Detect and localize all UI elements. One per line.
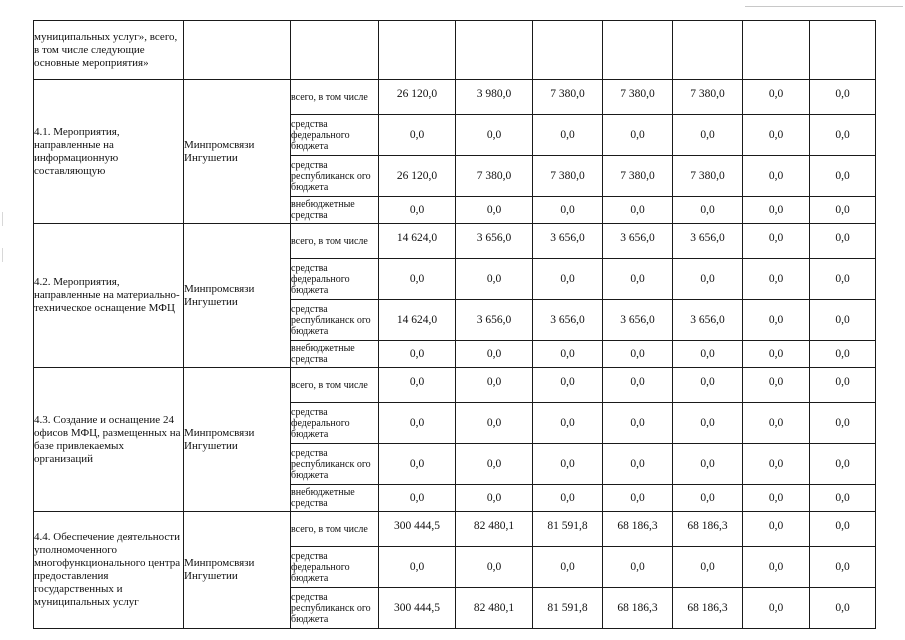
value-cell: 0,0: [810, 368, 876, 403]
value-cell: 0,0: [673, 547, 743, 588]
funding-source-cell: средства федерального бюджета: [291, 259, 379, 300]
value-cell: [379, 21, 456, 80]
value-cell: 300 444,5: [379, 588, 456, 629]
page-edge-line: [745, 6, 903, 7]
measure-name-cell: 4.1. Мероприятия, направленные на информационную составляющую: [34, 80, 184, 224]
value-cell: 0,0: [673, 444, 743, 485]
value-cell: 68 186,3: [673, 588, 743, 629]
funding-source-cell: всего, в том числе: [291, 80, 379, 115]
funding-source-cell: внебюджетные средства: [291, 341, 379, 368]
value-cell: 0,0: [743, 197, 810, 224]
value-cell: 68 186,3: [603, 588, 673, 629]
value-cell: 0,0: [743, 403, 810, 444]
value-cell: 0,0: [603, 341, 673, 368]
value-cell: 0,0: [603, 368, 673, 403]
value-cell: 0,0: [379, 115, 456, 156]
value-cell: 0,0: [456, 259, 533, 300]
value-cell: 3 980,0: [456, 80, 533, 115]
value-cell: 0,0: [379, 197, 456, 224]
funding-source-cell: средства республиканск ого бюджета: [291, 300, 379, 341]
value-cell: 3 656,0: [603, 300, 673, 341]
value-cell: 0,0: [456, 485, 533, 512]
value-cell: 7 380,0: [456, 156, 533, 197]
value-cell: 68 186,3: [603, 512, 673, 547]
value-cell: 3 656,0: [533, 224, 603, 259]
value-cell: 0,0: [456, 368, 533, 403]
value-cell: 0,0: [743, 224, 810, 259]
value-cell: 0,0: [743, 80, 810, 115]
value-cell: 0,0: [379, 485, 456, 512]
value-cell: 0,0: [810, 259, 876, 300]
measure-name-cell: 4.2. Мероприятия, направленные на материально-техническое оснащение МФЦ: [34, 224, 184, 368]
value-cell: 0,0: [673, 485, 743, 512]
value-cell: 0,0: [810, 156, 876, 197]
value-cell: 0,0: [379, 341, 456, 368]
value-cell: 0,0: [673, 403, 743, 444]
value-cell: 7 380,0: [673, 156, 743, 197]
table-row: [34, 512, 876, 547]
table-row: [34, 368, 876, 403]
value-cell: 0,0: [533, 444, 603, 485]
value-cell: 26 120,0: [379, 156, 456, 197]
value-cell: 0,0: [533, 485, 603, 512]
value-cell: 7 380,0: [673, 80, 743, 115]
value-cell: 0,0: [810, 588, 876, 629]
value-cell: 0,0: [743, 300, 810, 341]
value-cell: [533, 21, 603, 80]
budget-table: [33, 20, 876, 629]
value-cell: 0,0: [743, 512, 810, 547]
value-cell: 0,0: [533, 115, 603, 156]
value-cell: 0,0: [810, 403, 876, 444]
value-cell: 0,0: [379, 547, 456, 588]
value-cell: 0,0: [379, 259, 456, 300]
executor-cell: Минпромсвязи Ингушетии: [184, 512, 291, 629]
funding-source-cell: внебюджетные средства: [291, 485, 379, 512]
funding-source-cell: средства республиканск ого бюджета: [291, 588, 379, 629]
value-cell: [810, 21, 876, 80]
value-cell: 7 380,0: [533, 156, 603, 197]
value-cell: 0,0: [456, 403, 533, 444]
value-cell: 0,0: [456, 341, 533, 368]
value-cell: 7 380,0: [533, 80, 603, 115]
measure-name-cell: муниципальных услуг», всего, в том числе следующие основные мероприятия»: [34, 21, 184, 80]
value-cell: 0,0: [673, 259, 743, 300]
value-cell: 0,0: [533, 197, 603, 224]
value-cell: 0,0: [533, 259, 603, 300]
value-cell: 3 656,0: [673, 300, 743, 341]
value-cell: 0,0: [743, 368, 810, 403]
value-cell: 0,0: [379, 368, 456, 403]
value-cell: 0,0: [603, 197, 673, 224]
value-cell: 0,0: [456, 444, 533, 485]
value-cell: 0,0: [603, 444, 673, 485]
value-cell: 0,0: [743, 341, 810, 368]
table-row: [34, 80, 876, 115]
funding-source-cell: всего, в том числе: [291, 512, 379, 547]
executor-cell: [184, 21, 291, 80]
value-cell: [743, 21, 810, 80]
value-cell: 0,0: [743, 444, 810, 485]
value-cell: 0,0: [533, 403, 603, 444]
value-cell: 0,0: [743, 485, 810, 512]
value-cell: 0,0: [810, 115, 876, 156]
value-cell: 0,0: [810, 224, 876, 259]
value-cell: 0,0: [379, 444, 456, 485]
value-cell: 0,0: [456, 197, 533, 224]
value-cell: 7 380,0: [603, 156, 673, 197]
funding-source-cell: всего, в том числе: [291, 224, 379, 259]
funding-source-cell: средства федерального бюджета: [291, 403, 379, 444]
margin-mark: [2, 212, 3, 226]
value-cell: 0,0: [743, 259, 810, 300]
value-cell: 0,0: [673, 197, 743, 224]
measure-name-cell: 4.4. Обеспечение деятельности уполномоченного многофункционального центра предоставления государственных и муниципальных услуг: [34, 512, 184, 629]
value-cell: 0,0: [743, 547, 810, 588]
value-cell: 0,0: [810, 547, 876, 588]
value-cell: 0,0: [533, 341, 603, 368]
value-cell: 0,0: [810, 80, 876, 115]
margin-mark: [2, 248, 3, 262]
value-cell: 0,0: [810, 341, 876, 368]
value-cell: 3 656,0: [456, 224, 533, 259]
executor-cell: Минпромсвязи Ингушетии: [184, 224, 291, 368]
value-cell: 0,0: [810, 300, 876, 341]
value-cell: 0,0: [533, 368, 603, 403]
value-cell: 0,0: [603, 403, 673, 444]
funding-source-cell: средства федерального бюджета: [291, 115, 379, 156]
measure-name-cell: 4.3. Создание и оснащение 24 офисов МФЦ, размещенных на базе привлекаемых организаций: [34, 368, 184, 512]
funding-source-cell: [291, 21, 379, 80]
value-cell: 14 624,0: [379, 300, 456, 341]
value-cell: 0,0: [603, 485, 673, 512]
value-cell: 3 656,0: [456, 300, 533, 341]
value-cell: 3 656,0: [603, 224, 673, 259]
value-cell: 0,0: [743, 588, 810, 629]
value-cell: [673, 21, 743, 80]
executor-cell: Минпромсвязи Ингушетии: [184, 80, 291, 224]
value-cell: 14 624,0: [379, 224, 456, 259]
executor-cell: Минпромсвязи Ингушетии: [184, 368, 291, 512]
value-cell: 0,0: [673, 341, 743, 368]
value-cell: [603, 21, 673, 80]
value-cell: [456, 21, 533, 80]
value-cell: 0,0: [810, 512, 876, 547]
value-cell: 0,0: [379, 403, 456, 444]
value-cell: 7 380,0: [603, 80, 673, 115]
value-cell: 3 656,0: [673, 224, 743, 259]
value-cell: 0,0: [810, 485, 876, 512]
funding-source-cell: средства федерального бюджета: [291, 547, 379, 588]
value-cell: 0,0: [603, 259, 673, 300]
value-cell: 81 591,8: [533, 512, 603, 547]
funding-source-cell: средства республиканск ого бюджета: [291, 156, 379, 197]
value-cell: 82 480,1: [456, 512, 533, 547]
value-cell: 0,0: [810, 444, 876, 485]
value-cell: 68 186,3: [673, 512, 743, 547]
value-cell: 0,0: [673, 115, 743, 156]
funding-source-cell: всего, в том числе: [291, 368, 379, 403]
value-cell: 0,0: [673, 368, 743, 403]
value-cell: 0,0: [810, 197, 876, 224]
value-cell: 0,0: [603, 115, 673, 156]
value-cell: 0,0: [603, 547, 673, 588]
table-row: [34, 21, 876, 80]
value-cell: 0,0: [456, 547, 533, 588]
value-cell: 3 656,0: [533, 300, 603, 341]
value-cell: 26 120,0: [379, 80, 456, 115]
value-cell: 300 444,5: [379, 512, 456, 547]
value-cell: 81 591,8: [533, 588, 603, 629]
value-cell: 82 480,1: [456, 588, 533, 629]
value-cell: 0,0: [743, 156, 810, 197]
value-cell: 0,0: [743, 115, 810, 156]
funding-source-cell: средства республиканск ого бюджета: [291, 444, 379, 485]
value-cell: 0,0: [456, 115, 533, 156]
table-row: [34, 224, 876, 259]
value-cell: 0,0: [533, 547, 603, 588]
funding-source-cell: внебюджетные средства: [291, 197, 379, 224]
